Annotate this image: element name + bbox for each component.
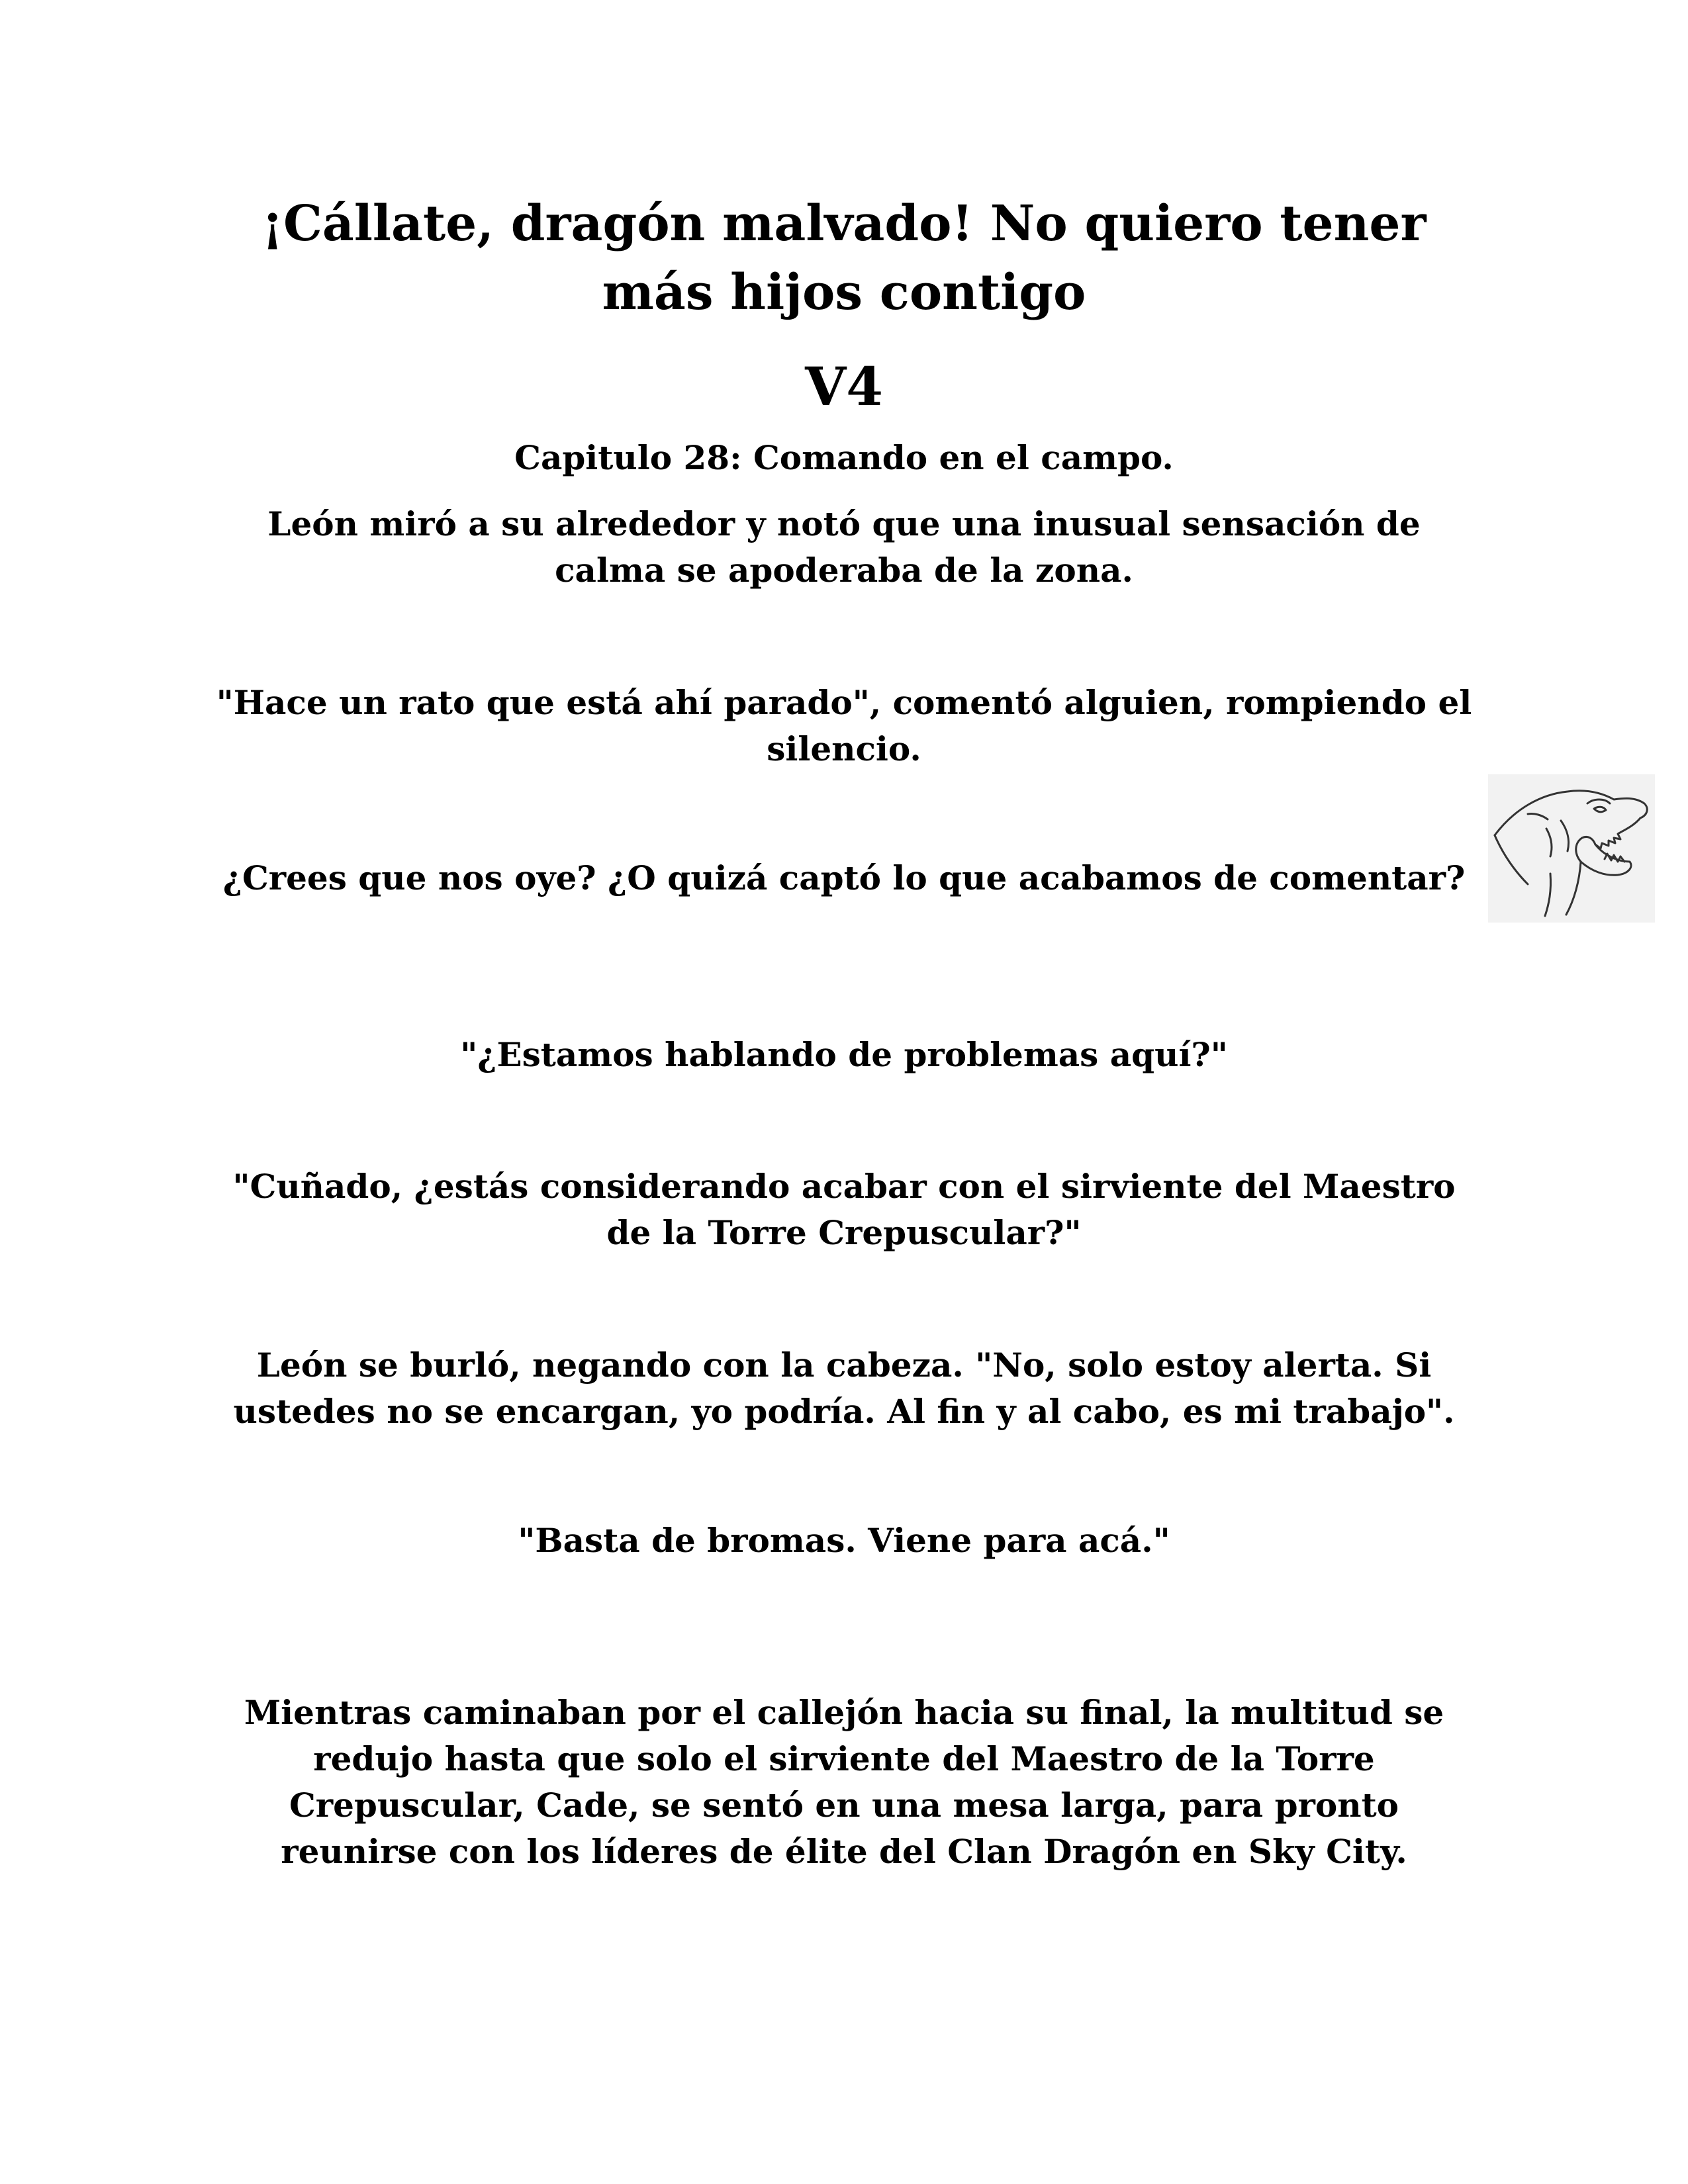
document-title: ¡Cállate, dragón malvado! No quiero tener más hijos contigo [261,195,1427,321]
paragraph: "Basta de bromas. Viene para acá." [518,1521,1170,1560]
paragraph: "Cuñado, ¿estás considerando acabar con el sirviente del Maestro de la Torre Crepuscular?" [232,1167,1456,1252]
paragraph: León se burló, negando con la cabeza. "No, solo estoy alerta. Si ustedes no se encargan, yo podría. Al fin y al cabo, es mi trabajo". [233,1345,1455,1431]
paragraph: "¿Estamos hablando de problemas aquí?" [460,1035,1228,1074]
paragraph: "Hace un rato que está ahí parado", comentó alguien, rompiendo el silencio. [216,683,1472,768]
chapter-heading: Capitulo 28: Comando en el campo. [514,438,1174,477]
paragraph: Mientras caminaban por el callejón hacia su final, la multitud se redujo hasta que solo el sirviente del Maestro de la Torre Crepuscular, Cade, se sentó en una mesa larga, para pronto reunirse con los líderes de élite del Clan Dragón en Sky City. [244,1693,1444,1871]
paragraph: ¿Crees que nos oye? ¿O quizá captó lo que acabamos de comentar? [222,858,1466,897]
dinosaur-head-icon [1488,774,1655,923]
volume-label: V4 [805,355,883,418]
paragraph: León miró a su alrededor y notó que una inusual sensación de calma se apoderaba de la zona. [267,504,1421,590]
